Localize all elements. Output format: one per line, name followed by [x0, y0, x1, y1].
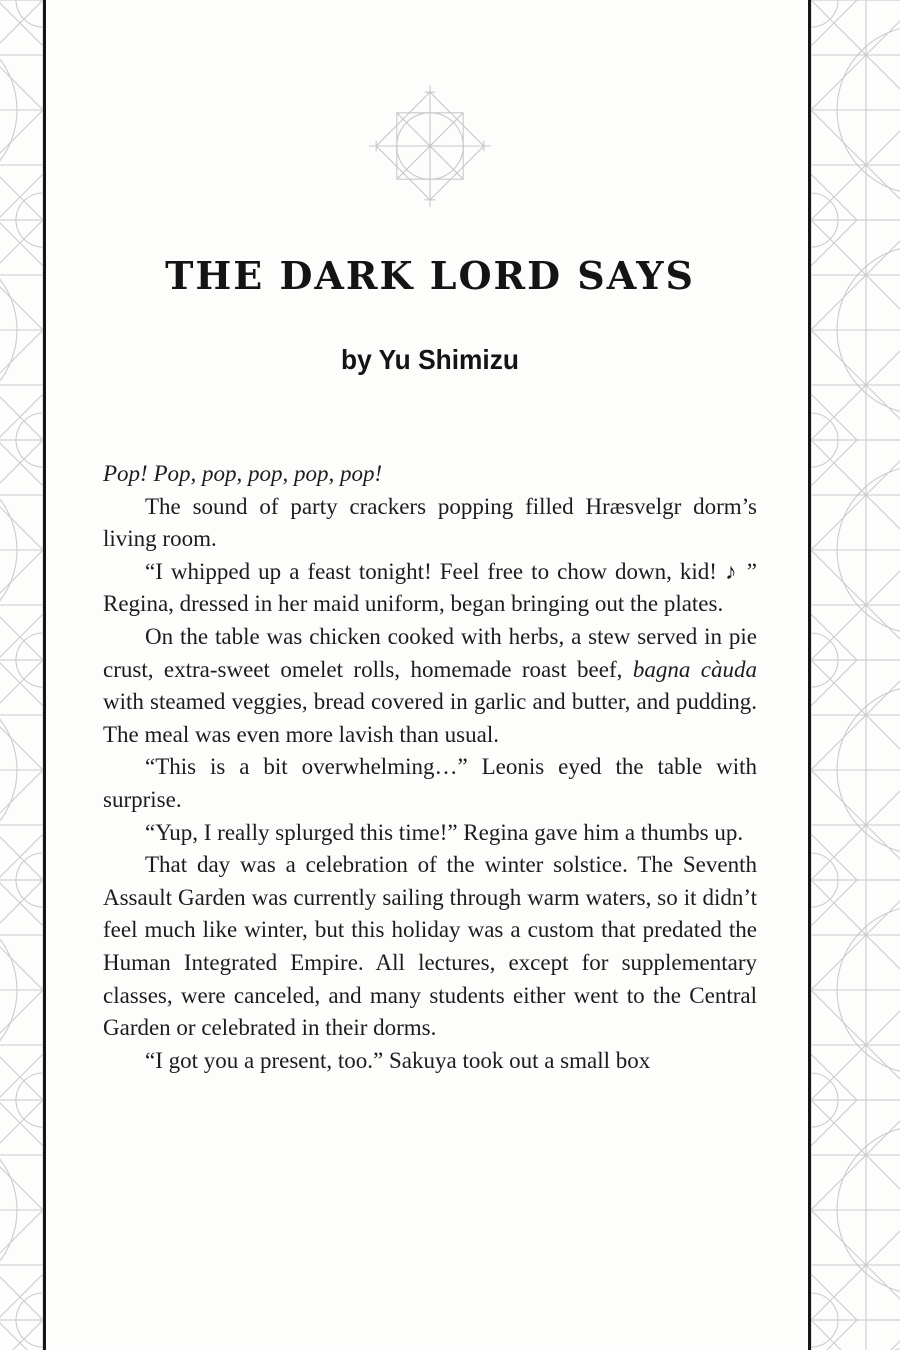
text-segment: with steamed veggies, bread covered in garlic and butter, and pudding. The meal was even more lavish than usual. — [103, 689, 757, 747]
paragraph — [103, 817, 757, 850]
body-text — [103, 458, 757, 1077]
paragraph — [103, 491, 757, 556]
text-segment: “I whipped up a feast tonight! Feel free to chow down, kid! ♪ ” Regina, dressed in her maid uniform, began bringing out the plates. — [103, 558, 757, 617]
italic-text-segment: bagna càuda — [632, 656, 757, 682]
paragraph — [103, 1045, 757, 1078]
page-content — [103, 0, 757, 1350]
text-segment: “This is a bit overwhelming…” Leonis eyed the table with surprise. — [103, 754, 757, 812]
paragraph — [103, 849, 757, 1045]
paragraph — [103, 621, 757, 751]
text-segment: The sound of party crackers popping filled Hræsvelgr dorm’s living room. — [103, 493, 757, 552]
paragraph — [103, 751, 757, 816]
left-page-rule — [43, 0, 46, 1350]
right-border-pattern — [811, 0, 900, 1350]
diamond-compass-ornament-icon — [369, 85, 491, 207]
left-border-pattern — [0, 0, 43, 1350]
text-segment: “Yup, I really splurged this time!” Regina gave him a thumbs up. — [145, 819, 744, 845]
text-segment: “I got you a present, too.” Sakuya took out a small box — [145, 1047, 651, 1073]
text-segment: That day was a celebration of the winter solstice. The Seventh Assault Garden was currently sailing through warm waters, so it didn’t feel much like winter, but this holiday was a custom that predated the Human Integrated Empire. All lectures, except for supplementary classes, were canceled, and many students either went to the Central Garden or celebrated in their dorms. — [103, 852, 757, 1041]
text-segment: On the table was chicken cooked with herbs, a stew served in pie crust, extra-sweet omelet rolls, homemade roast beef, — [103, 623, 757, 682]
paragraph — [103, 556, 757, 621]
paragraph — [103, 458, 757, 491]
italic-text-segment: Pop! Pop, pop, pop, pop, pop! — [103, 461, 383, 486]
author-byline: by Yu Shimizu — [341, 344, 519, 375]
story-title: THE DARK LORD SAYS — [165, 253, 695, 298]
